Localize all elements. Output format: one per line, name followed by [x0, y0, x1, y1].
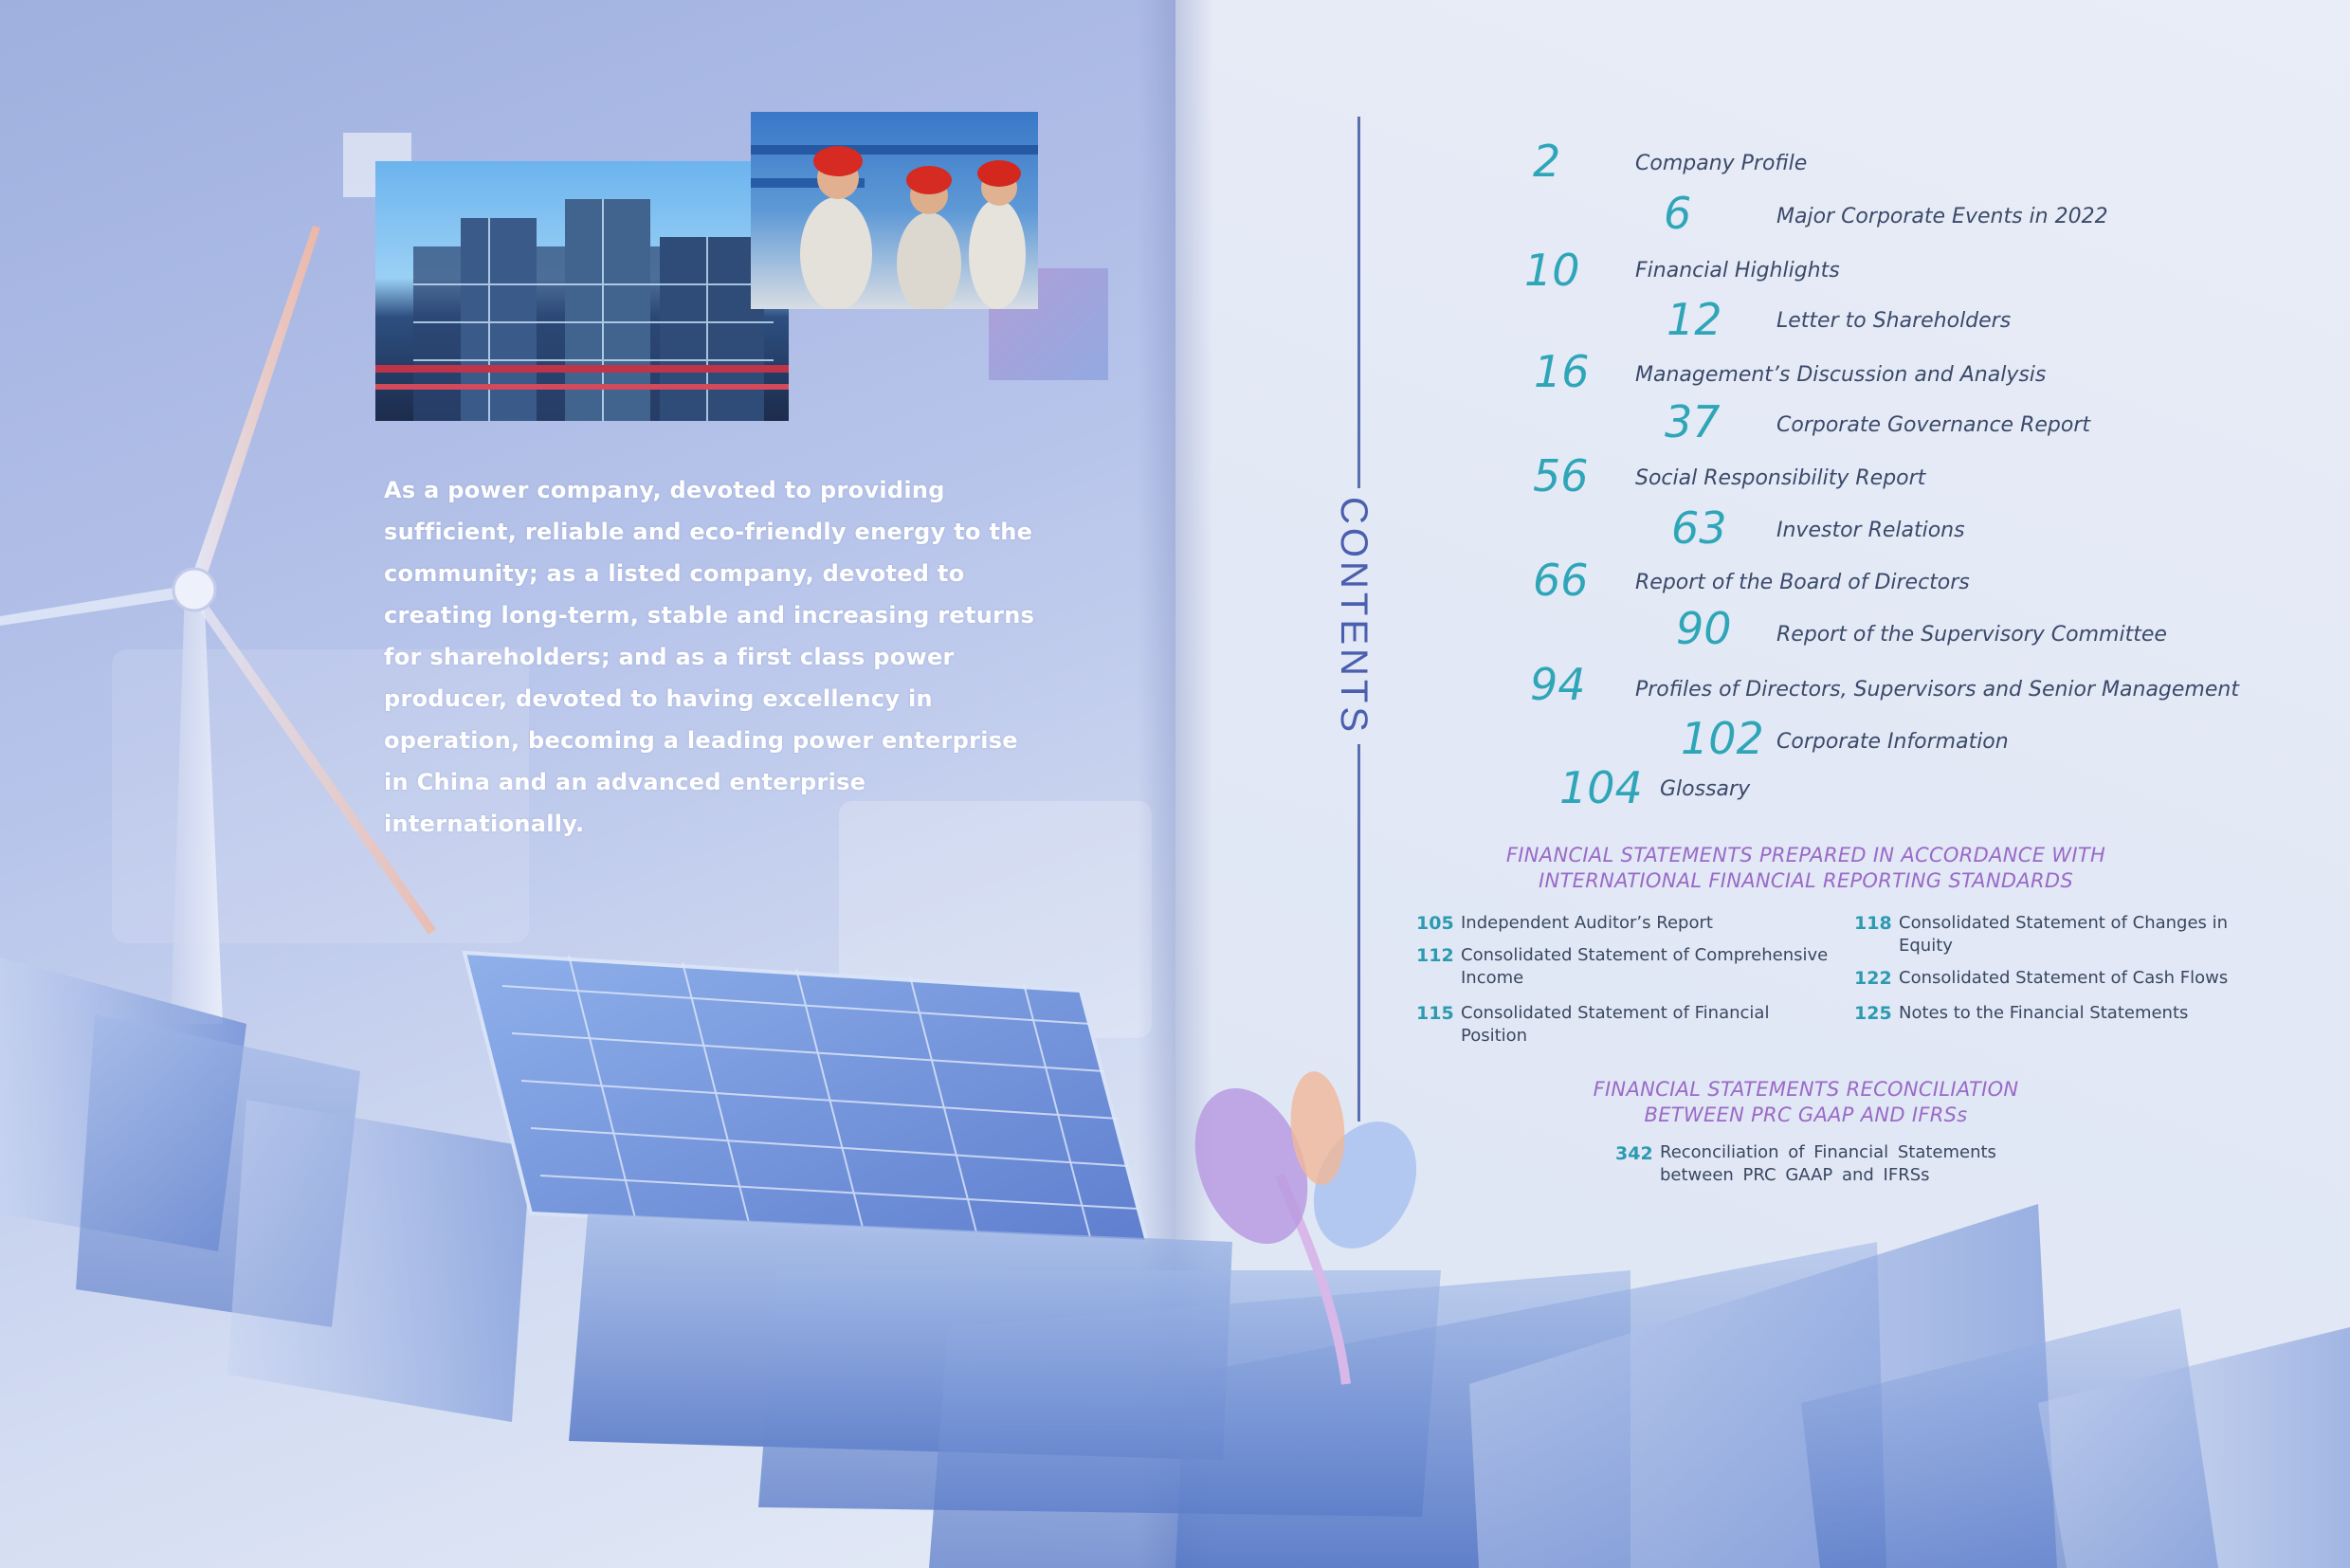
toc-entry-title[interactable]: Corporate Governance Report	[1776, 413, 2090, 437]
toc-page-number: 2	[1533, 136, 1561, 187]
fs-entry-line: Consolidated Statement of Comprehensive	[1461, 945, 1829, 965]
toc-page-number: 6	[1664, 188, 1692, 239]
toc-entry-title[interactable]: Report of the Supervisory Committee	[1776, 623, 2167, 647]
toc-page-number: 94	[1530, 659, 1586, 710]
toc-page-number: 90	[1676, 603, 1732, 654]
contents-rule-top	[1357, 117, 1360, 488]
mission-statement: As a power company, devoted to providing sufficient, reliable and eco-friendly energy to the community; as a listed company, devoted to creating long-term, stable and increasing returns for shareholders; and as a first class power producer, devoted to having excellency in operation, becoming a leading power enterprise in China and an advanced enterprise internationally.	[384, 477, 1035, 837]
toc-page-number: 12	[1667, 294, 1722, 345]
toc-entry-title[interactable]: Letter to Shareholders	[1776, 309, 2012, 333]
toc-entry-title[interactable]: Management’s Discussion and Analysis	[1635, 363, 2047, 387]
fs-entry-line: Equity	[1899, 936, 1953, 956]
toc-page-number: 104	[1559, 762, 1643, 813]
ifrs-heading-line2: INTERNATIONAL FINANCIAL REPORTING STANDARDS	[1539, 869, 2073, 892]
ifrs-heading-line1: FINANCIAL STATEMENTS PREPARED IN ACCORDANCE WITH	[1505, 844, 2106, 866]
toc-entry-title[interactable]: Investor Relations	[1776, 519, 1965, 542]
ifrs-heading	[1375, 843, 2237, 894]
fs-page-number: 105	[1416, 913, 1454, 934]
fs-entry-line: Independent Auditor’s Report	[1461, 913, 1713, 933]
fs-entry-line: Reconciliation of Financial Statements	[1660, 1142, 1996, 1162]
fs-entry-line: between PRC GAAP and IFRSs	[1660, 1165, 1930, 1185]
reconciliation-heading-line2: BETWEEN PRC GAAP AND IFRSs	[1644, 1103, 1968, 1126]
fs-page-number: 112	[1416, 945, 1454, 966]
toc-page-number: 56	[1533, 450, 1589, 501]
fs-page-number: 122	[1854, 968, 1892, 989]
toc-entry-title[interactable]: Glossary	[1660, 777, 1751, 801]
toc-page-number: 66	[1533, 555, 1589, 606]
workers-photo	[751, 112, 1038, 309]
fs-entry-line: Income	[1461, 968, 1524, 988]
toc-entry-title[interactable]: Major Corporate Events in 2022	[1776, 205, 2108, 228]
fs-entry-line: Consolidated Statement of Cash Flows	[1899, 968, 2229, 988]
workers-graphic	[751, 112, 1038, 309]
fs-entry-line: Notes to the Financial Statements	[1899, 1003, 2189, 1023]
fs-entry-line: Consolidated Statement of Financial	[1461, 1003, 1770, 1023]
power-plant-photo	[375, 161, 789, 421]
toc-entry-title[interactable]: Company Profile	[1635, 152, 1808, 175]
fs-entry[interactable]	[1899, 912, 2228, 957]
fs-page-number: 118	[1854, 913, 1892, 934]
fs-page-number: 125	[1854, 1003, 1892, 1024]
toc-entry-title[interactable]: Social Responsibility Report	[1635, 466, 1926, 490]
fs-entry[interactable]	[1899, 967, 2228, 990]
contents-title: CONTENTS	[1333, 497, 1375, 736]
toc-page-number: 10	[1524, 245, 1580, 296]
toc-entry-title[interactable]: Profiles of Directors, Supervisors and Senior Management	[1635, 678, 2239, 702]
fs-entry[interactable]	[1899, 1002, 2188, 1025]
fs-entry-line: Consolidated Statement of Changes in	[1899, 913, 2229, 933]
toc-entry-title[interactable]: Financial Highlights	[1635, 259, 1840, 283]
contents-rule-bottom	[1357, 744, 1360, 1121]
fs-entry[interactable]	[1461, 944, 1828, 990]
toc-page-number: 37	[1665, 396, 1721, 447]
toc-page-number: 102	[1681, 713, 1764, 764]
reconciliation-heading-line1: FINANCIAL STATEMENTS RECONCILIATION	[1593, 1078, 2019, 1101]
toc-page-number: 63	[1671, 502, 1727, 554]
fs-entry-line: Position	[1461, 1026, 1528, 1046]
fs-page-number: 115	[1416, 1003, 1454, 1024]
fs-entry[interactable]	[1461, 1002, 1769, 1048]
toc-entry-title[interactable]: Corporate Information	[1776, 730, 2009, 754]
reconciliation-heading	[1375, 1077, 2237, 1128]
fs-entry[interactable]	[1660, 1141, 1996, 1187]
fs-page-number: 342	[1615, 1143, 1653, 1164]
fs-entry[interactable]	[1461, 912, 1713, 935]
toc-entry-title[interactable]: Report of the Board of Directors	[1635, 571, 1970, 594]
solar-glass-illustration	[0, 929, 2350, 1568]
power-plant-graphic	[375, 161, 789, 421]
toc-page-number: 16	[1534, 346, 1590, 397]
